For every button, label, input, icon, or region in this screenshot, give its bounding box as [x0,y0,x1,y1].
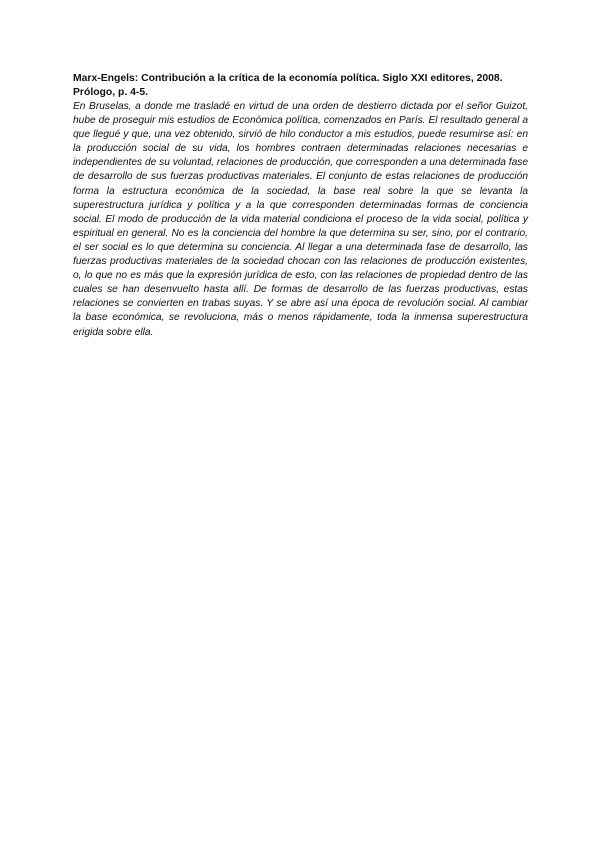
citation-heading: Marx-Engels: Contribución a la crítica de la economía política. Siglo XXI editores, 2008. Prólogo, p. 4-5. [73,73,503,98]
document-content [73,72,528,340]
quote-paragraph: En Bruselas, a donde me trasladé en virtud de una orden de destierro dictada por el señor Guizot, hube de proseguir mis estudios de Económica política, comenzados en París. El resultado general a que llegué y que, una vez obtenido, sirvió de hilo conductor a mis estudios, puede resumirse así: en la producción social de su vida, los hombres contraen determinadas relaciones necesarias e independientes de su voluntad, relaciones de producción, que corresponden a una determinada fase de desarrollo de sus fuerzas productivas materiales. El conjunto de estas relaciones de producción forma la estructura económica de la sociedad, la base real sobre la que se levanta la superestructura jurídica y política y a la que corresponden determinadas formas de conciencia social. El modo de producción de la vida material condiciona el proceso de la vida social, política y espiritual en general. No es la conciencia del hombre la que determina su ser, sino, por el contrario, el ser social es lo que determina su conciencia. Al llegar a una determinada fase de desarrollo, las fuerzas productivas materiales de la sociedad chocan con las relaciones de producción existentes, o, lo que no es más que la expresión jurídica de esto, con las relaciones de propiedad dentro de las cuales se han desenvuelto hasta allí. De formas de desarrollo de las fuerzas productivas, estas relaciones se convierten en trabas suyas. Y se abre así una época de revolución social. Al cambiar la base económica, se revoluciona, más o menos rápidamente, toda la inmensa superestructura erigida sobre ella. [73,101,528,338]
